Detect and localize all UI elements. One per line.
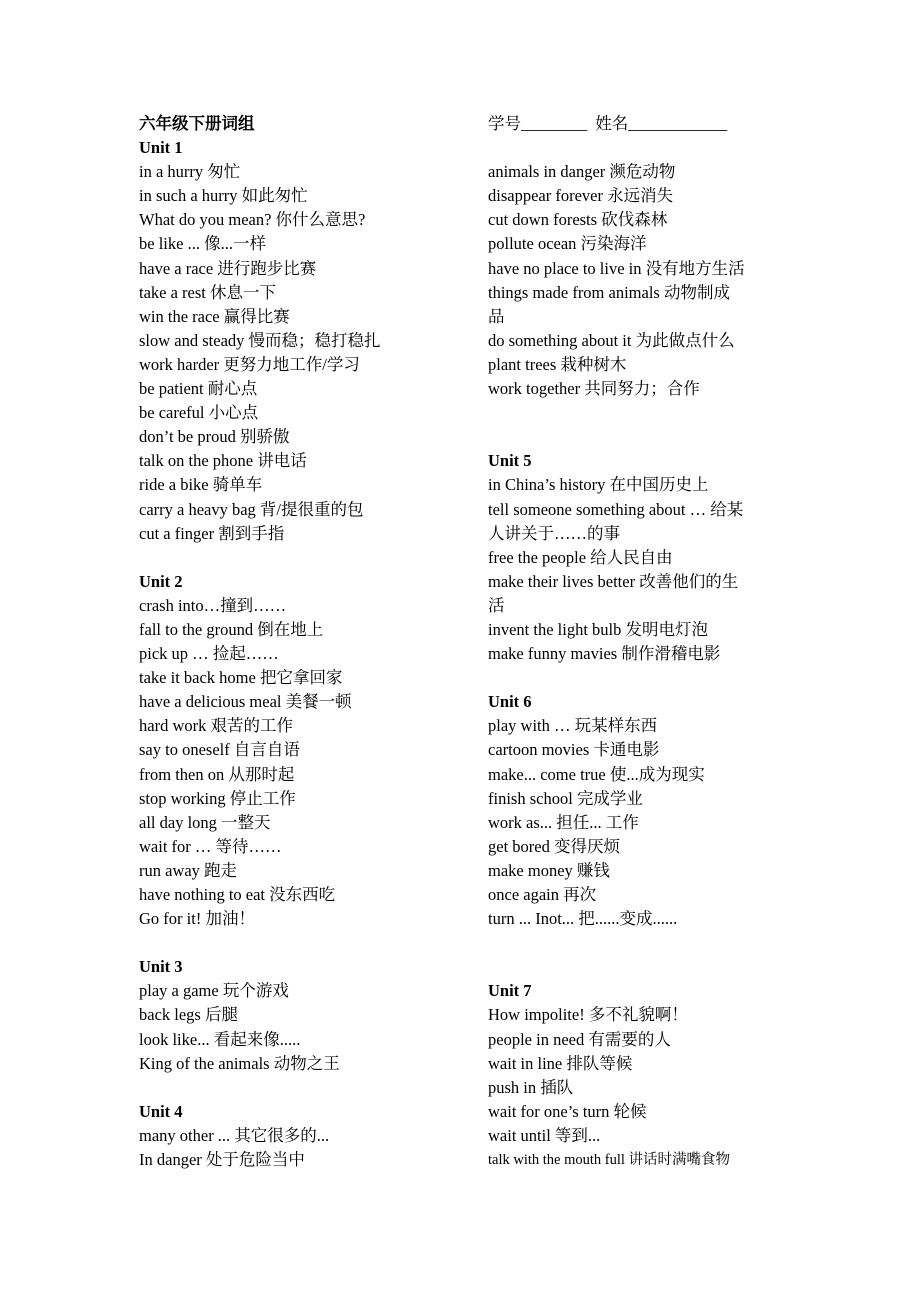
list-item: from then on 从那时起 xyxy=(139,764,295,784)
list-item: take it back home 把它拿回家 xyxy=(139,668,343,688)
list-item: 活 xyxy=(488,595,505,615)
list-item: be like ... 像...一样 xyxy=(139,234,266,254)
list-item: in a hurry 匆忙 xyxy=(139,162,241,182)
list-item: How impolite! 多不礼貌啊！ xyxy=(488,1005,688,1025)
list-item: turn ... Inot... 把......变成...... xyxy=(488,909,678,929)
list-item: run away 跑走 xyxy=(139,860,238,880)
list-item: wait in line 排队等候 xyxy=(488,1053,633,1073)
list-item: people in need 有需要的人 xyxy=(488,1029,671,1049)
list-item: pollute ocean 污染海洋 xyxy=(488,234,647,254)
spacer xyxy=(139,546,439,570)
list-item: King of the animals 动物之王 xyxy=(139,1053,340,1073)
list-item: finish school 完成学业 xyxy=(488,788,643,808)
spacer xyxy=(139,1076,439,1100)
list-item: slow and steady 慢而稳；稳打稳扎 xyxy=(139,330,381,350)
list-item: disappear forever 永远消失 xyxy=(488,186,674,206)
list-item: wait for one’s turn 轮候 xyxy=(488,1101,647,1121)
unit-1-list xyxy=(139,160,439,546)
list-item: hard work 艰苦的工作 xyxy=(139,716,293,736)
list-item: in such a hurry 如此匆忙 xyxy=(139,186,308,206)
spacer xyxy=(488,401,788,425)
list-item: invent the light bulb 发明电灯泡 xyxy=(488,619,708,639)
list-item: Go for it! 加油！ xyxy=(139,909,255,929)
list-item: tell someone something about … 给某 xyxy=(488,499,744,519)
list-item: make funny mavies 制作滑稽电影 xyxy=(488,644,721,664)
spacer xyxy=(139,931,439,955)
spacer xyxy=(488,425,788,449)
list-item: don’t be proud 别骄傲 xyxy=(139,427,290,447)
list-item: What do you mean? 你什么意思? xyxy=(139,210,366,230)
right-column xyxy=(488,112,788,1172)
list-item: play a game 玩个游戏 xyxy=(139,981,289,1001)
list-item: have a delicious meal 美餐一顿 xyxy=(139,692,352,712)
unit-7-heading: Unit 7 xyxy=(488,981,532,1001)
list-item: look like... 看起来像..... xyxy=(139,1029,301,1049)
list-item: fall to the ground 倒在地上 xyxy=(139,619,324,639)
unit-4-heading: Unit 4 xyxy=(139,1101,183,1121)
unit-2-list xyxy=(139,594,439,931)
unit-5-list xyxy=(488,473,788,666)
list-item: have nothing to eat 没东西吃 xyxy=(139,885,336,904)
list-item: make... come true 使...成为现实 xyxy=(488,764,705,784)
page-title: 六年级下册词组 xyxy=(139,114,255,133)
unit-3-list xyxy=(139,979,439,1075)
list-item: have a race 进行跑步比赛 xyxy=(139,258,317,278)
list-item: cut down forests 砍伐森林 xyxy=(488,210,668,230)
student-info xyxy=(488,112,788,136)
spacer xyxy=(488,931,788,955)
spacer xyxy=(488,666,788,690)
list-item: animals in danger 濒危动物 xyxy=(488,162,676,182)
list-item: talk on the phone 讲电话 xyxy=(139,451,307,471)
list-item: push in 插队 xyxy=(488,1077,574,1097)
list-item: cut a finger 割到手指 xyxy=(139,523,285,543)
list-item: 人讲关于……的事 xyxy=(488,523,620,543)
list-item: plant trees 栽种树木 xyxy=(488,354,627,374)
student-name-field: 姓名____________ xyxy=(595,114,728,133)
list-item: all day long 一整天 xyxy=(139,812,271,832)
list-item: say to oneself 自言自语 xyxy=(139,740,300,760)
list-item: play with … 玩某样东西 xyxy=(488,716,658,736)
list-item: In danger 处于危险当中 xyxy=(139,1150,305,1170)
list-item: work together 共同努力；合作 xyxy=(488,379,700,399)
list-item: be patient 耐心点 xyxy=(139,379,258,399)
unit-4-continued-list xyxy=(488,160,788,401)
list-item: be careful 小心点 xyxy=(139,403,259,423)
list-item: talk with the mouth full 讲话时满嘴食物 xyxy=(488,1152,731,1169)
list-item: take a rest 休息一下 xyxy=(139,282,277,302)
list-item: stop working 停止工作 xyxy=(139,788,296,808)
unit-6-heading: Unit 6 xyxy=(488,692,532,712)
list-item: have no place to live in 没有地方生活 xyxy=(488,258,745,278)
unit-4-list xyxy=(139,1124,439,1172)
left-column xyxy=(139,112,439,1172)
list-item: make money 赚钱 xyxy=(488,860,610,880)
list-item: work as... 担任... 工作 xyxy=(488,812,639,832)
list-item: cartoon movies 卡通电影 xyxy=(488,740,660,760)
list-item: get bored 变得厌烦 xyxy=(488,836,620,856)
list-item: ride a bike 骑单车 xyxy=(139,475,263,495)
list-item: things made from animals 动物制成 xyxy=(488,282,730,302)
list-item: make their lives better 改善他们的生 xyxy=(488,571,739,591)
list-item: wait until 等到... xyxy=(488,1125,601,1145)
list-item: carry a heavy bag 背/提很重的包 xyxy=(139,499,364,519)
list-item: free the people 给人民自由 xyxy=(488,547,673,567)
unit-3-heading: Unit 3 xyxy=(139,957,183,977)
list-item: in China’s history 在中国历史上 xyxy=(488,475,709,495)
list-item: 品 xyxy=(488,306,505,326)
list-item: crash into…撞到…… xyxy=(139,595,287,615)
list-item: wait for … 等待…… xyxy=(139,836,282,856)
list-item: once again 再次 xyxy=(488,885,597,904)
unit-7-list xyxy=(488,1003,788,1172)
spacer xyxy=(488,136,788,160)
student-id-field: 学号________ xyxy=(488,114,587,133)
unit-1-heading: Unit 1 xyxy=(139,138,183,158)
spacer xyxy=(488,955,788,979)
list-item: do something about it 为此做点什么 xyxy=(488,330,735,350)
unit-5-heading: Unit 5 xyxy=(488,451,532,471)
list-item: many other ... 其它很多的... xyxy=(139,1125,330,1145)
list-item: pick up … 捡起…… xyxy=(139,644,279,664)
unit-2-heading: Unit 2 xyxy=(139,571,183,591)
unit-6-list xyxy=(488,714,788,931)
list-item: win the race 赢得比赛 xyxy=(139,306,290,326)
list-item: work harder 更努力地工作/学习 xyxy=(139,354,360,374)
list-item: back legs 后腿 xyxy=(139,1005,238,1025)
